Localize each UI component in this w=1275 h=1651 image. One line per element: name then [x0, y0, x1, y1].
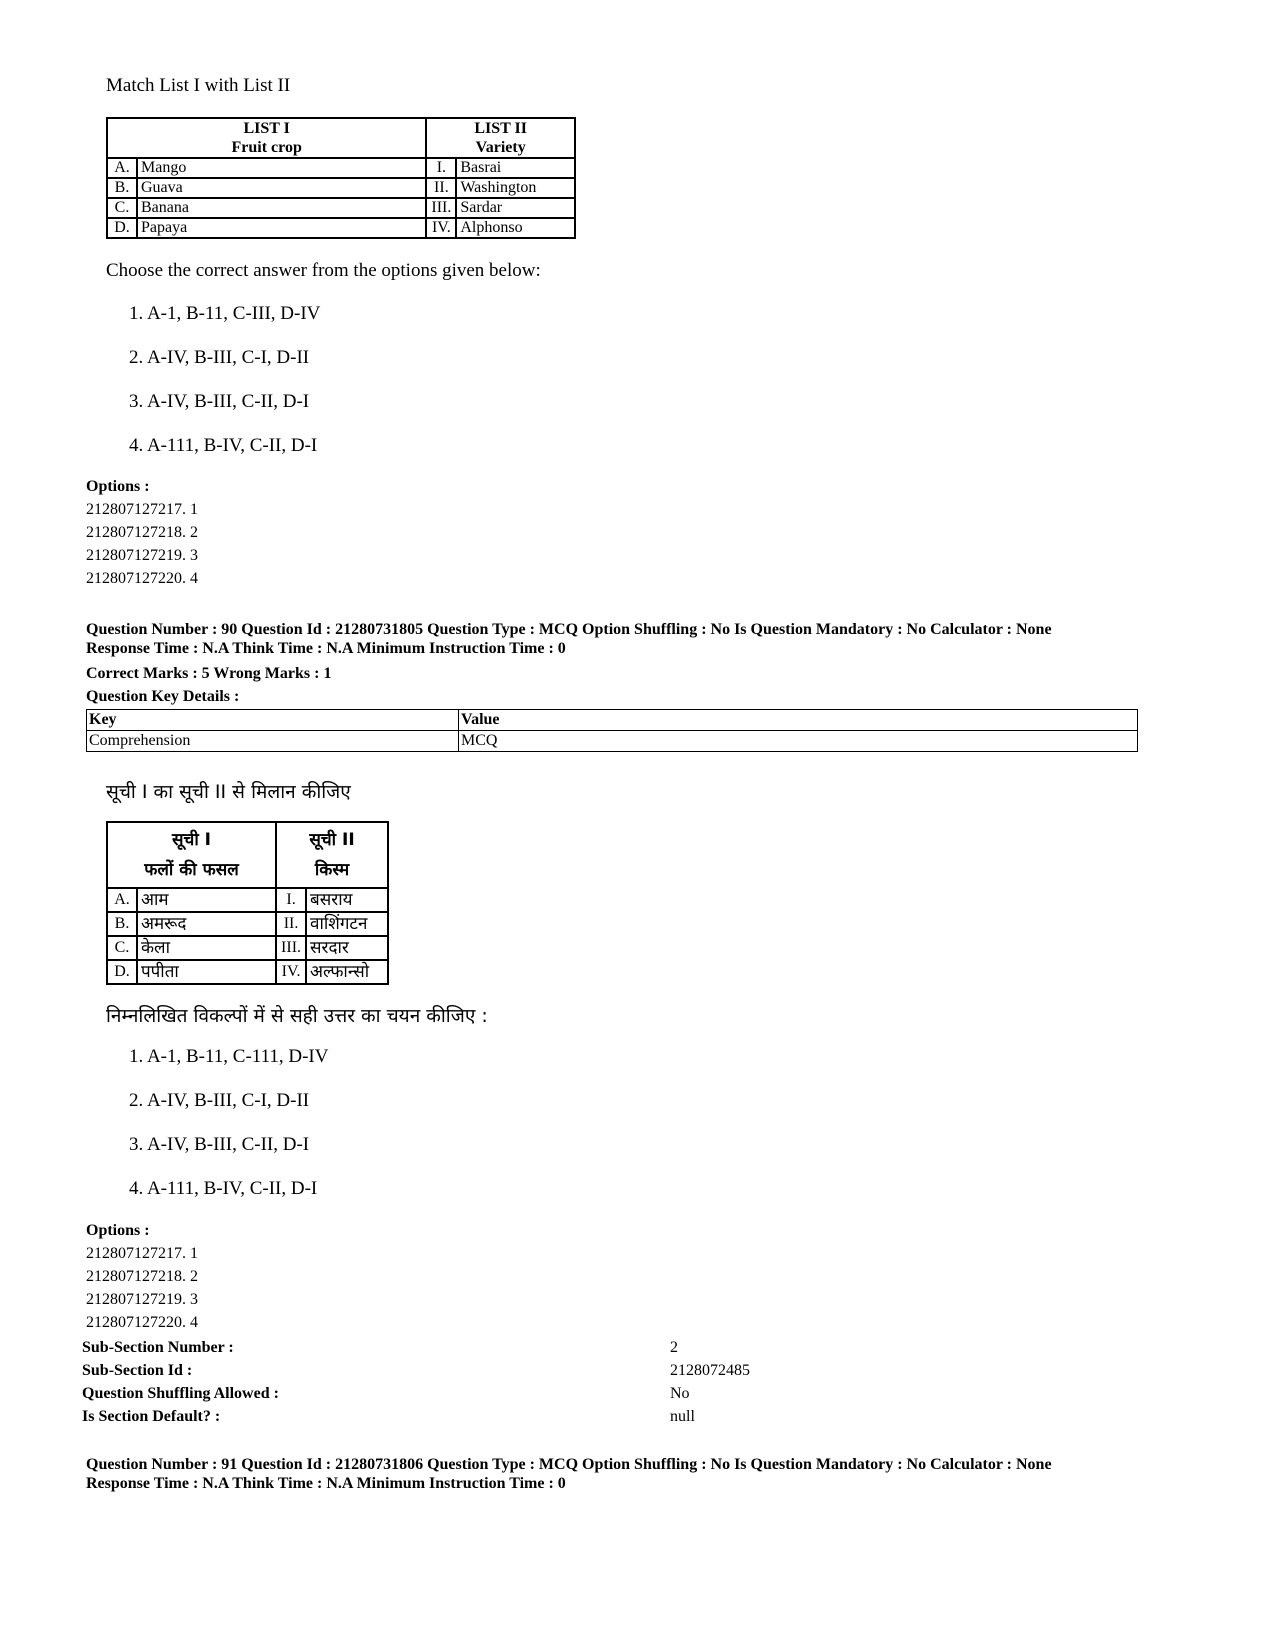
list1-subheader: फलों की फसल [144, 860, 239, 880]
option-item: 212807127220. 4 [86, 570, 198, 587]
question-meta [86, 620, 1052, 658]
list2-subheader: Variety [475, 139, 526, 156]
row-value: अल्फान्सो [306, 960, 388, 984]
answer-item: 2. A-IV, B-III, C-I, D-II [129, 1090, 310, 1111]
row-value: बसराय [306, 888, 388, 912]
subsection-label: Sub-Section Id : [82, 1362, 193, 1379]
subsection-value: null [670, 1408, 695, 1425]
list1-header: सूची I [172, 830, 211, 850]
answer-item: 3. A-IV, B-III, C-II, D-I [129, 391, 310, 412]
table-row [107, 912, 388, 936]
answer-list-hindi [129, 1035, 328, 1211]
row-label: IV. [276, 960, 306, 984]
row-value: अमरूद [137, 912, 276, 936]
answer-item: 4. A-111, B-IV, C-II, D-I [129, 435, 318, 456]
subsection-label: Sub-Section Number : [82, 1339, 234, 1356]
question-intro-hindi: सूची I का सूची II से मिलान कीजिए [106, 781, 351, 803]
row-value: सरदार [306, 936, 388, 960]
table-row [87, 710, 1138, 731]
row-label: D. [107, 218, 137, 238]
row-label: III. [426, 198, 456, 218]
row-value: Sardar [456, 198, 575, 218]
question-intro: Match List I with List II [106, 75, 291, 96]
table-row [107, 960, 388, 984]
key-details-table [86, 709, 1138, 752]
meta-line: Response Time : N.A Think Time : N.A Minimum Instruction Time : 0 [86, 1475, 566, 1492]
subsection-value: 2 [670, 1339, 678, 1356]
subsection-value: No [670, 1385, 690, 1402]
row-label: II. [276, 912, 306, 936]
row-value: केला [137, 936, 276, 960]
key-cell: Comprehension [87, 731, 459, 752]
option-item: 212807127219. 3 [86, 1291, 198, 1308]
row-label: B. [107, 178, 137, 198]
option-item: 212807127217. 1 [86, 501, 198, 518]
key-header: Key [87, 710, 459, 731]
row-label: B. [107, 912, 137, 936]
subsection-row [82, 1405, 982, 1428]
options-block-hindi [86, 1219, 198, 1334]
subsection-row [82, 1382, 982, 1405]
list2-header-cell [426, 118, 575, 158]
list1-header: LIST I [243, 120, 290, 137]
list2-header: सूची II [309, 830, 355, 850]
list2-header: LIST II [474, 120, 527, 137]
row-value: आम [137, 888, 276, 912]
question-meta-91 [86, 1455, 1052, 1493]
match-table [106, 117, 576, 239]
row-label: A. [107, 888, 137, 912]
subsection-row [82, 1359, 982, 1382]
answer-item: 3. A-IV, B-III, C-II, D-I [129, 1134, 310, 1155]
answer-list [129, 292, 320, 468]
row-value: Alphonso [456, 218, 575, 238]
option-item: 212807127220. 4 [86, 1314, 198, 1331]
row-label: II. [426, 178, 456, 198]
table-row [107, 178, 575, 198]
value-cell: MCQ [459, 731, 1138, 752]
row-value: Guava [137, 178, 426, 198]
subsection-row [82, 1336, 982, 1359]
list1-subheader: Fruit crop [231, 139, 302, 156]
option-item: 212807127218. 2 [86, 1268, 198, 1285]
row-label: C. [107, 198, 137, 218]
list1-header-cell [107, 118, 426, 158]
row-label: D. [107, 960, 137, 984]
answer-item: 1. A-1, B-11, C-III, D-IV [129, 303, 321, 324]
row-label: IV. [426, 218, 456, 238]
table-row [107, 158, 575, 178]
list2-subheader: किस्म [314, 860, 350, 880]
answer-item: 2. A-IV, B-III, C-I, D-II [129, 347, 310, 368]
list2-header-cell [276, 822, 388, 888]
row-value: Washington [456, 178, 575, 198]
option-item: 212807127219. 3 [86, 547, 198, 564]
key-details-label: Question Key Details : [86, 688, 240, 705]
option-item: 212807127218. 2 [86, 524, 198, 541]
row-label: I. [426, 158, 456, 178]
meta-line: Response Time : N.A Think Time : N.A Minimum Instruction Time : 0 [86, 640, 566, 657]
subsection-value: 2128072485 [670, 1362, 750, 1379]
table-row [107, 218, 575, 238]
row-label: I. [276, 888, 306, 912]
table-row [107, 888, 388, 912]
options-label: Options : [86, 1222, 150, 1239]
choose-instruction-hindi: निम्नलिखित विकल्पों में से सही उत्तर का चयन कीजिए : [106, 1005, 488, 1027]
row-value: पपीता [137, 960, 276, 984]
options-label: Options : [86, 478, 150, 495]
table-row [107, 936, 388, 960]
row-label: A. [107, 158, 137, 178]
match-table-hindi [106, 821, 389, 985]
meta-line: Question Number : 91 Question Id : 21280731806 Question Type : MCQ Option Shuffling : No Is Question Mandatory : No Calculator : None [86, 1456, 1052, 1473]
option-item: 212807127217. 1 [86, 1245, 198, 1262]
answer-item: 4. A-111, B-IV, C-II, D-I [129, 1178, 318, 1199]
row-value: वाशिंगटन [306, 912, 388, 936]
choose-instruction: Choose the correct answer from the options given below: [106, 260, 541, 281]
table-row [107, 198, 575, 218]
marks-block [86, 662, 331, 708]
row-value: Papaya [137, 218, 426, 238]
row-value: Basrai [456, 158, 575, 178]
row-label: III. [276, 936, 306, 960]
row-label: C. [107, 936, 137, 960]
subsection-label: Is Section Default? : [82, 1408, 221, 1425]
answer-item: 1. A-1, B-11, C-111, D-IV [129, 1046, 329, 1067]
row-value: Banana [137, 198, 426, 218]
marks-line: Correct Marks : 5 Wrong Marks : 1 [86, 665, 332, 682]
list1-header-cell [107, 822, 276, 888]
subsection-info [82, 1336, 982, 1428]
row-value: Mango [137, 158, 426, 178]
options-block [86, 475, 198, 590]
subsection-label: Question Shuffling Allowed : [82, 1385, 279, 1402]
value-header: Value [459, 710, 1138, 731]
table-row [87, 731, 1138, 752]
meta-line: Question Number : 90 Question Id : 21280731805 Question Type : MCQ Option Shuffling : No Is Question Mandatory : No Calculator : None [86, 621, 1052, 638]
